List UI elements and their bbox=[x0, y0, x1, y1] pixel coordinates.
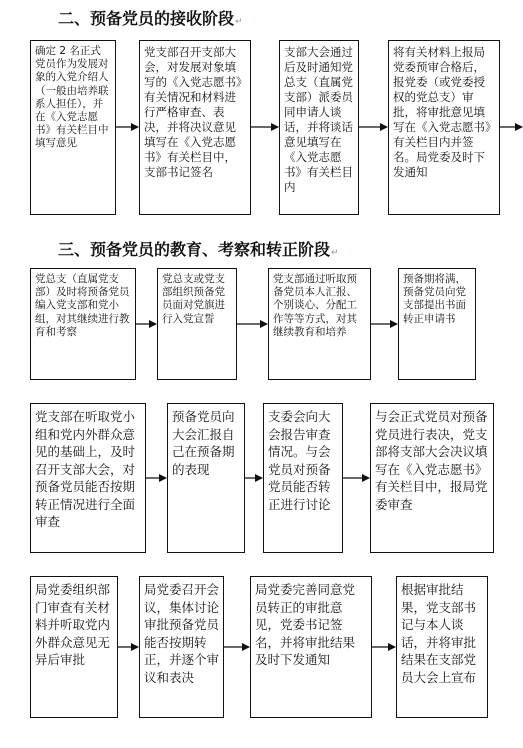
step-approval-notice: 局党委完善同意党员转正的审批意见，党委书记签名，并将审批结果及时下发通知 bbox=[250, 576, 372, 718]
section-heading-education: 三、预备党员的教育、考察和转正阶段↵ bbox=[58, 240, 339, 259]
step-committee-vote: 局党委召开会议，集体讨论审批预备党员能否按期转正，并逐个审议和表决 bbox=[139, 576, 224, 718]
step-vote-and-submit: 与会正式党员对预备党员进行表决，党支部将支部大会决议填写在《入党志愿书》有关栏目中，报局党委审查 bbox=[370, 403, 494, 553]
step-organization-dept-review: 局党委组织部门审查有关材料并听取党内外群众意见无异后审批 bbox=[30, 576, 118, 718]
step-branch-full-review: 党支部在听取党小组和党内外群众意见的基础上，及时召开支部大会，对预备党员能否按期转正情况进行全面审查 bbox=[30, 403, 146, 553]
step-committee-report-discussion: 支委会向大会报告审查情况。与会党员对预备党员能否转正进行讨论 bbox=[263, 403, 343, 553]
step-introducers: 确定 2 名正式党员作为发展对象的入党介绍人（一般由培养联系人担任），并在《入党志愿书》有关栏目中填写意见 bbox=[30, 40, 116, 215]
step-continued-education: 党支部通过听取预备党员本人汇报、个别谈心、分配工作等等方式，对其继续教育和培养 bbox=[268, 268, 371, 380]
step-report-to-meeting: 预备党员向大会汇报自己在预备期的表现 bbox=[167, 403, 245, 553]
step-branch-meeting-review: 党支部召开支部大会，对发展对象填写的《入党志愿书》有关情况和材料进行严格审查、表决，并将决议意见填写在《入党志愿书》有关栏目中，支部书记签名 bbox=[139, 40, 251, 215]
step-announce-result: 根据审批结果，党支部书记与本人谈话，并将审批结果在支部党员大会上宣布 bbox=[396, 576, 488, 718]
paragraph-mark: ↵ bbox=[331, 248, 339, 258]
step-oath: 党总支或党支部组织预备党员面对党旗进行入党宣誓 bbox=[157, 268, 237, 380]
step-party-committee-approval: 将有关材料上报局党委预审合格后，报党委（或党委授权的党总支）审批，将审批意见填写在《入党志愿书》有关栏目内并签名。局党委及时下发通知 bbox=[388, 40, 500, 215]
step-application-for-full-membership: 预备期将满，预备党员向党支部提出书面转正申请书 bbox=[398, 268, 476, 380]
step-assign-to-group: 党总支（直属党支部）及时将预备党员编入党支部和党小组，对其继续进行教育和考察 bbox=[30, 268, 136, 380]
step-general-branch-talk: 支部大会通过后及时通知党总支（直属党支部）派委员同申请人谈话，并将谈话意见填写在《入党志愿书》有关栏目内 bbox=[279, 40, 359, 215]
section-heading-reception: 二、预备党员的接收阶段↵ bbox=[58, 9, 243, 28]
paragraph-mark: ↵ bbox=[235, 17, 243, 27]
